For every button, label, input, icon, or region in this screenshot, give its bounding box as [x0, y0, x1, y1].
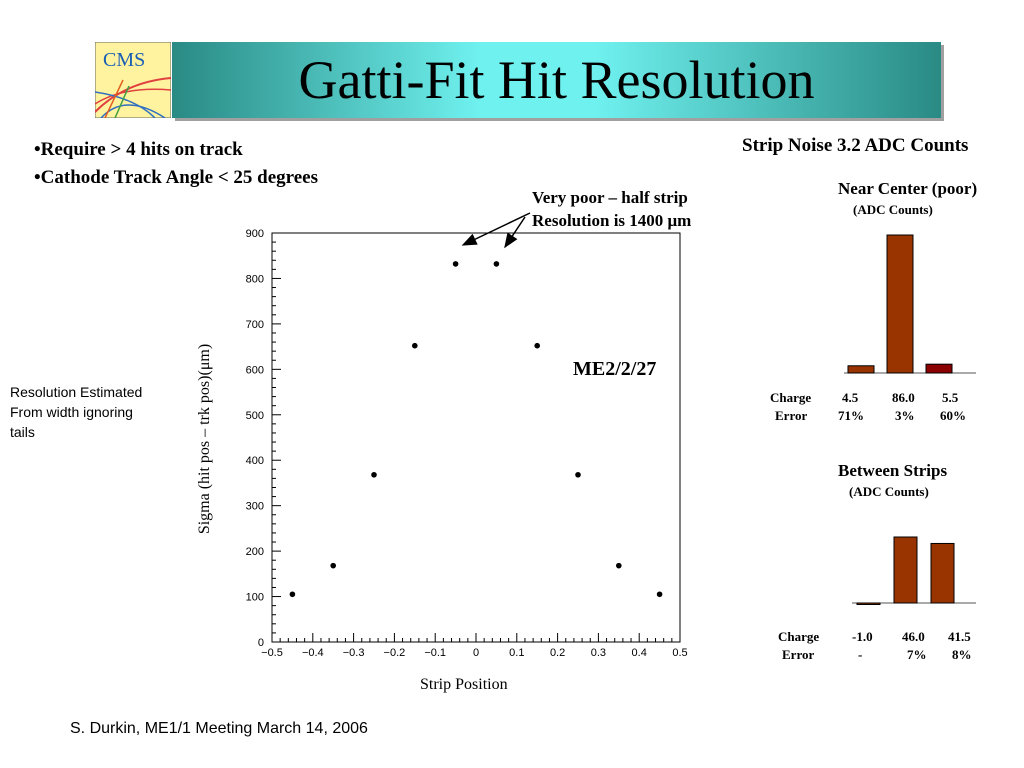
side-note-line: tails [10, 424, 35, 440]
x-tick-label: 0.5 [672, 647, 688, 659]
bar-chart-2-title: Between Strips [838, 461, 948, 480]
x-tick-label: 0.2 [549, 647, 566, 659]
x-tick-label: −0.3 [342, 647, 365, 659]
data-point [330, 563, 336, 569]
y-tick-label: 500 [245, 409, 264, 422]
error-value: 8% [952, 647, 972, 662]
data-point [494, 261, 500, 267]
chamber-label: ME2/2/27 [573, 358, 657, 380]
charge-value: 4.5 [842, 390, 859, 405]
bar [887, 235, 913, 373]
x-tick-label: −0.2 [383, 647, 406, 659]
scatter-plot [230, 225, 690, 665]
side-note [10, 382, 170, 442]
x-tick-label: −0.4 [301, 647, 324, 659]
bullet-item: •Require > 4 hits on track [34, 139, 243, 160]
noise-title: Strip Noise 3.2 ADC Counts [742, 135, 969, 156]
charge-value: -1.0 [852, 629, 873, 644]
y-tick-label: 0 [257, 637, 264, 649]
annotation-line: Resolution is 1400 μm [532, 211, 692, 230]
y-tick-label: 100 [245, 591, 264, 604]
y-tick-label: 800 [245, 273, 264, 286]
charge-value: 5.5 [942, 390, 959, 405]
data-point [534, 343, 540, 349]
charge-value: 46.0 [902, 629, 925, 644]
x-axis-label: Strip Position [420, 676, 508, 693]
side-note-line: Resolution Estimated [10, 384, 143, 400]
y-tick-label: 900 [245, 228, 264, 240]
error-label: Error [782, 647, 815, 662]
y-tick-label: 400 [245, 455, 264, 468]
error-label: Error [775, 408, 808, 423]
x-tick-label: 0.4 [631, 647, 647, 659]
y-tick-label: 200 [245, 546, 264, 559]
page-title: Gatti-Fit Hit Resolution [298, 50, 815, 110]
error-value: - [858, 647, 863, 662]
data-point [616, 563, 622, 569]
charge-value: 41.5 [948, 629, 971, 644]
charge-value: 86.0 [892, 390, 915, 405]
bar-chart-1-subtitle: (ADC Counts) [853, 202, 933, 217]
y-axis-label: Sigma (hit pos – trk pos)(μm) [196, 343, 213, 535]
bar-chart-near-center [830, 225, 980, 375]
bullet-item: •Cathode Track Angle < 25 degrees [34, 167, 318, 188]
bullet-list [34, 136, 318, 192]
data-point [412, 343, 418, 349]
error-value: 60% [940, 408, 966, 423]
charge-label: Charge [770, 390, 812, 405]
error-value: 3% [895, 408, 915, 423]
logo-text: CMS [103, 49, 146, 71]
error-value: 7% [907, 647, 927, 662]
y-tick-label: 600 [245, 364, 264, 377]
error-value: 71% [838, 408, 864, 423]
annotation-line: Very poor – half strip [532, 188, 688, 207]
x-tick-label: −0.5 [261, 647, 283, 659]
footer-credit: S. Durkin, ME1/1 Meeting March 14, 2006 [70, 720, 368, 737]
x-tick-label: −0.1 [424, 647, 447, 659]
side-note-line: From width ignoring [10, 404, 133, 420]
bar [931, 543, 954, 603]
bar-chart-1-title: Near Center (poor) [838, 179, 978, 198]
plot-frame [272, 233, 680, 642]
bar-chart-2-subtitle: (ADC Counts) [849, 484, 929, 499]
data-point [657, 591, 663, 597]
data-point [575, 472, 581, 478]
data-point [371, 472, 377, 478]
bar-chart-between-strips [840, 520, 980, 615]
data-point [290, 591, 296, 597]
x-tick-label: 0.1 [509, 647, 525, 659]
data-point [453, 261, 459, 267]
x-tick-label: 0.3 [590, 647, 607, 659]
bar [857, 603, 880, 605]
x-tick-label: 0 [472, 647, 480, 659]
charge-label: Charge [778, 629, 820, 644]
cms-logo [95, 42, 171, 118]
bar [894, 537, 917, 603]
bar [926, 364, 952, 373]
y-tick-label: 300 [245, 500, 264, 513]
y-tick-label: 700 [245, 318, 264, 331]
bar [848, 366, 874, 373]
